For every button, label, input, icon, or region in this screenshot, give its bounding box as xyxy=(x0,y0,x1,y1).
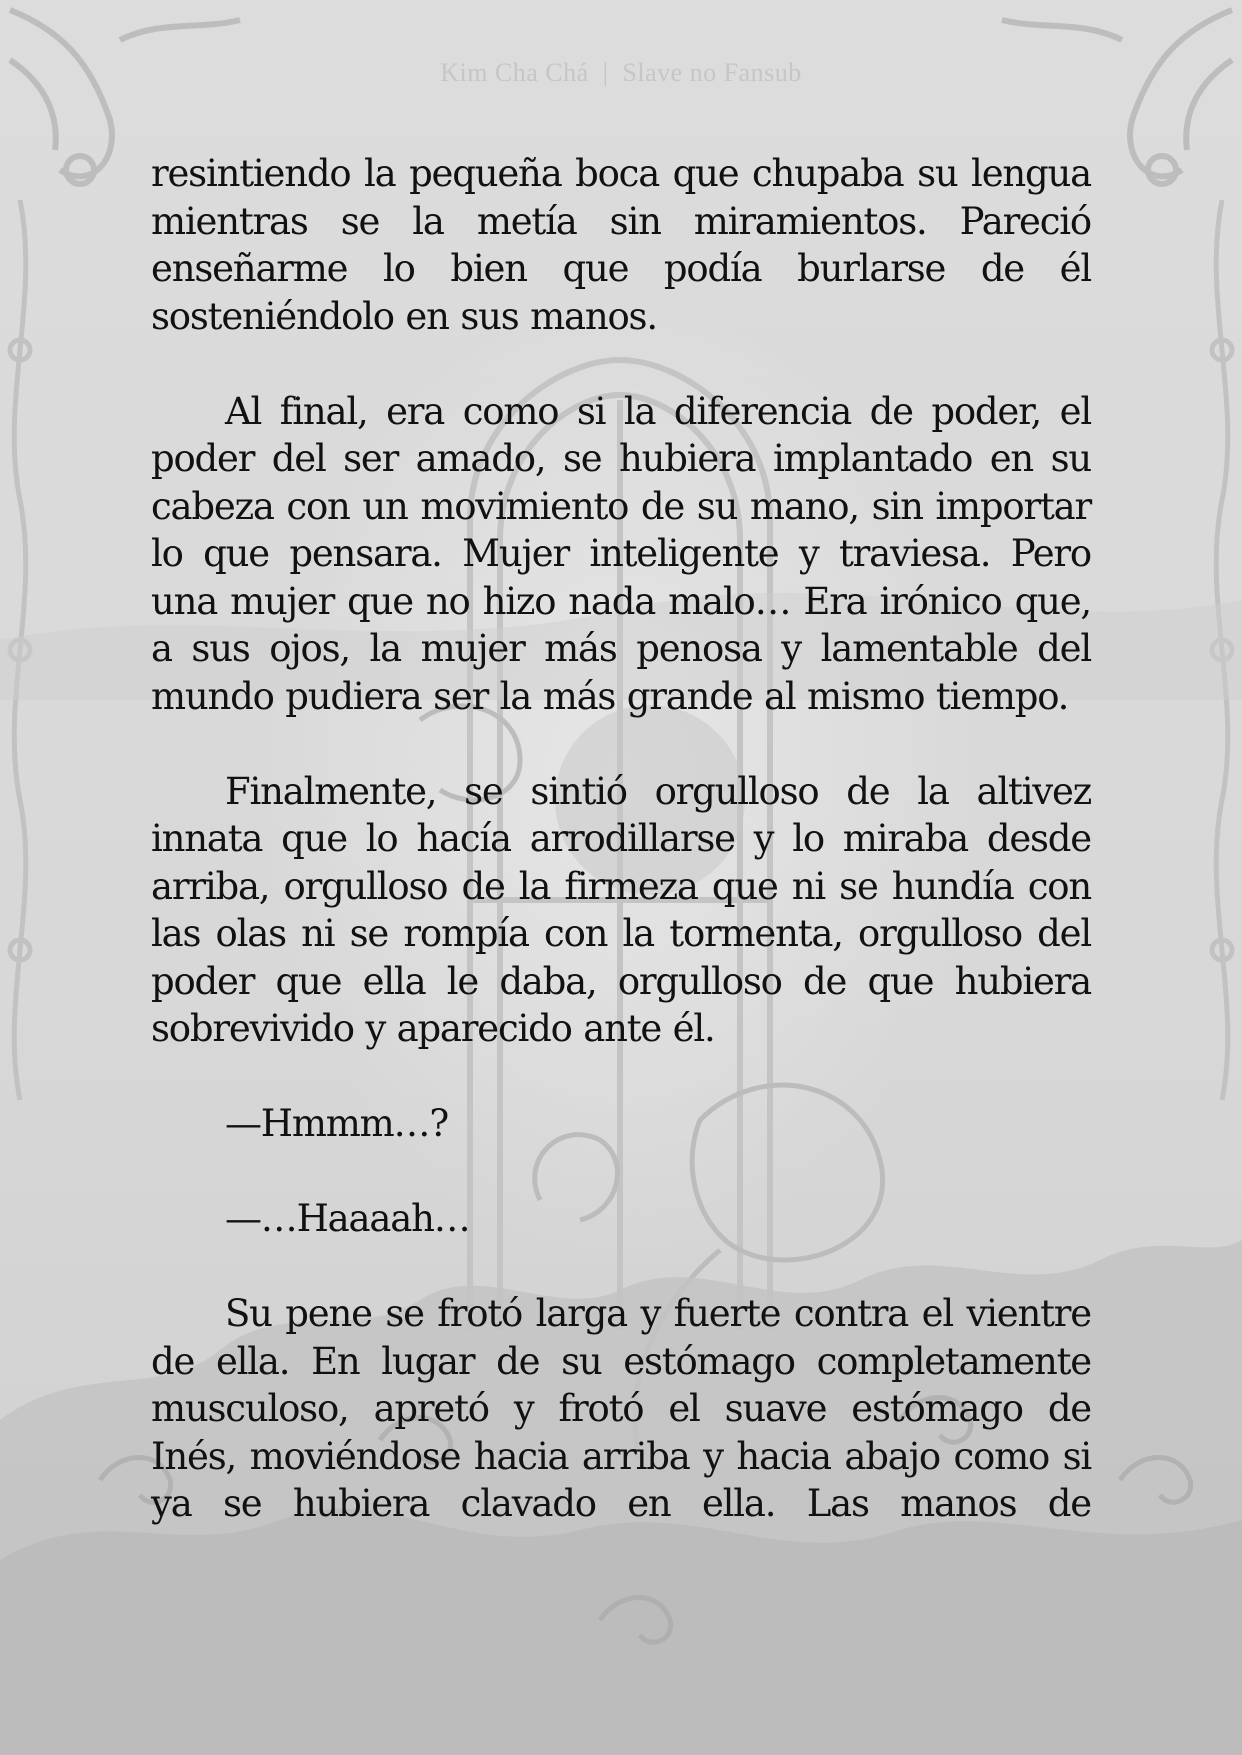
paragraph-4: Su pene se frotó larga y fuerte contra el vientre de ella. En lugar de su estómago completamente musculoso, apretó y frotó el suave estómago de Inés, moviéndose hacia arriba y hacia abajo como si ya se hubiera clavado en ella. Las manos de xyxy=(151,1292,1091,1525)
header-translator-name: Kim Cha Chá xyxy=(440,58,589,87)
header-fansub-name: Slave no Fansub xyxy=(622,58,802,87)
header-separator: | xyxy=(602,58,609,87)
page-header xyxy=(0,58,1242,88)
paragraph-1: resintiendo la pequeña boca que chupaba su lengua mientras se la metía sin miramientos. Pareció enseñarme lo bien que podía burlarse de él sosteniéndolo en sus manos. xyxy=(151,152,1091,338)
dialogue-line-2: —…Haaaah… xyxy=(225,1197,470,1240)
paragraph-3: Finalmente, se sintió orgulloso de la altivez innata que lo hacía arrodillarse y lo miraba desde arriba, orgulloso de la firmeza que ni se hundía con las olas ni se rompía con la tormenta, orgulloso del poder que ella le daba, orgulloso de que hubiera sobrevivido y aparecido ante él. xyxy=(151,769,1091,1050)
dialogue-line-1: —Hmmm…? xyxy=(225,1102,448,1145)
paragraph-2: Al final, era como si la diferencia de poder, el poder del ser amado, se hubiera implantado en su cabeza con un movimiento de su mano, sin importar lo que pensara. Mujer inteligente y traviesa. Pero una mujer que no hizo nada malo… Era irónico que, a sus ojos, la mujer más penosa y lamentable del mundo pudiera ser la más grande al mismo tiempo. xyxy=(151,389,1091,718)
main-text xyxy=(151,150,1091,1575)
